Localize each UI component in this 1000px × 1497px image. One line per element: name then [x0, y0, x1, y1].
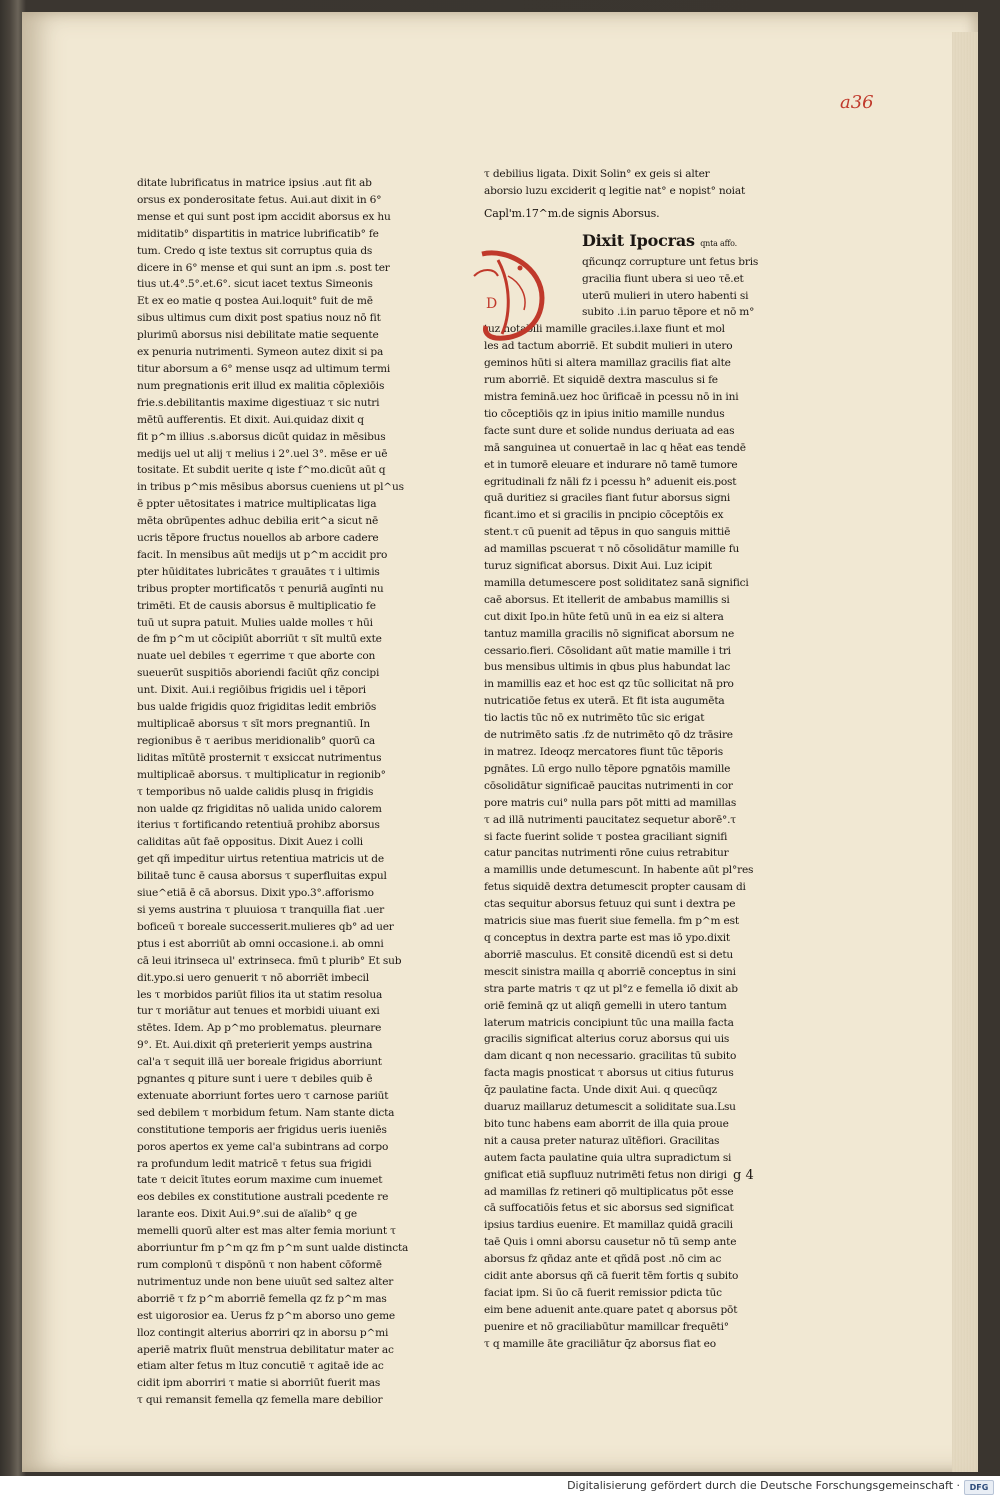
text-line: cā leui itrinseca ul' extrinseca. fmū t plurib° Et sub — [137, 954, 402, 967]
text-line: gracilia fiunt ubera si ueo τē.et — [582, 272, 744, 285]
text-line: q conceptus in dextra parte est mas iō ypo.dixit — [484, 931, 730, 944]
text-line: unt. Dixit. Aui.i regiōibus frigidis uel i tēpori — [137, 684, 366, 697]
text-line: τ ad illā nutrimenti paucitatez sequetur aborē°.τ — [484, 813, 736, 826]
text-line: pgnantes q piture sunt i uere τ debiles quib ē — [137, 1073, 373, 1086]
text-line: bito tunc habens eam aborrit de illa quia proue — [484, 1117, 729, 1130]
text-line: aperiē matrix fluūt menstrua debilitatur mater ac — [137, 1343, 394, 1356]
text-line: cōsolidātur significaē paucitas nutrimenti in cor — [484, 779, 733, 792]
text-line: sibus ultimus cum dixit post spatius nouz nō fit — [137, 312, 381, 325]
text-line: ficant.imo et si gracilis in pncipio cōceptōis ex — [484, 509, 724, 522]
page-edge-stack — [952, 32, 978, 1472]
text-line: subito .i.in paruo tēpore et nō m° — [582, 306, 755, 319]
folio-number: a36 — [840, 92, 874, 113]
text-line: ipsius tardius euenire. Et mamillaz quidā gracili — [484, 1219, 733, 1232]
text-line: plurimū aborsus nisi debilitate matie sequente — [137, 329, 379, 342]
text-line: iterius τ fortificando retentiuā prohibz aborsus — [137, 819, 380, 832]
text-line: geminos hūti si altera mamillaz gracilis fiat alte — [484, 357, 731, 370]
text-line: ē ppter uētositates i matrice multiplicatas liga — [137, 498, 377, 511]
text-line: pgnātes. Lū ergo nullo tēpore pgnatōis mamille — [484, 762, 731, 775]
text-line: uterū mulieri in utero habenti si — [582, 289, 749, 302]
text-line: trimēti. Et de causis aborsus ē multiplicatio fe — [137, 599, 376, 612]
text-line: a mamillis unde detumescunt. In habente aūt pl°res — [484, 864, 754, 877]
text-line: medijs uel ut alij τ melius i 2°.uel 3°. mēse er uē — [137, 447, 388, 460]
text-line: cā suffocatiōis fetus et sic aborsus sed significat — [484, 1202, 734, 1215]
text-line: regionibus ē τ aeribus meridionalib° quorū ca — [137, 734, 375, 747]
illuminated-initial-d — [468, 246, 552, 344]
text-line: matricis siue mas fuerit siue femella. fm p^m est — [484, 915, 739, 928]
text-line: num pregnationis erit illud ex malitia cōplexiōis — [137, 379, 385, 392]
text-line: ucris tēpore fructus nouellos ab arbore cadere — [137, 532, 379, 545]
text-line: bus ualde frigidis quoz frigiditas ledit embriōs — [137, 701, 377, 714]
text-line: τ q mamille āte graciliātur q̄z aborsus fiat eo — [484, 1337, 716, 1350]
text-line: get qñ impeditur uirtus retentiua matricis ut de — [137, 853, 384, 866]
footer-bar — [0, 1476, 1000, 1497]
text-line: de fm p^m ut cōcipiūt aborriūt τ sīt multū exte — [137, 633, 382, 646]
text-line: in matrez. Ideoqz mercatores fiunt tūc tēporis — [484, 746, 723, 758]
text-line: dicere in 6° mense et qui sunt an ipm .s. post ter — [137, 261, 390, 274]
text-line: ra profundum ledit matricē τ fetus sua frigidi — [137, 1157, 372, 1170]
text-line: mense et qui sunt post ipm accidit aborsus ex hu — [137, 210, 391, 223]
text-line: mescit sinistra mailla q aborriē conceptus in sini — [484, 965, 736, 978]
text-line: rum aborriē. Et siquidē dextra masculus si fe — [484, 374, 718, 387]
text-line: orsus ex ponderositate fetus. Aui.aut dixit in 6° — [137, 193, 382, 206]
text-line: eos debiles ex constitutione australi pcedente re — [137, 1191, 389, 1204]
text-line: bilitaē tunc ē causa aborsus τ superfluitas expul — [137, 870, 387, 883]
text-line: sed debilem τ morbidum fetum. Nam stante dicta — [137, 1106, 395, 1119]
text-line: facte sunt dure et solide nundus deriuata ad eas — [484, 424, 735, 437]
text-line: ditate lubrificatus in matrice ipsius .aut fit ab — [137, 177, 372, 189]
opener-text: Dixit Ipocras — [582, 230, 695, 250]
text-line: duaruz maillaruz detumescit a soliditate sua.Lsu — [484, 1101, 736, 1114]
text-line: τ temporibus nō ualde calidis plusq in frigidis — [137, 785, 374, 798]
text-line: sueuerūt suspitiōs aboriendi faciūt qñz concipi — [137, 667, 380, 680]
text-line: puenire et nō graciliabūtur mamillcar frequēti° — [484, 1320, 729, 1333]
text-line: titur aborsum a 6° mense usqz ad ultimum termi — [137, 362, 391, 375]
text-line: egritudinali fz nāli fz i pcessu h° aduenit eis.post — [484, 475, 737, 488]
text-line: 9°. Et. Aui.dixit qñ preterierit yemps austrina — [137, 1039, 373, 1052]
text-line: boficeū τ boreale successerit.mulieres qb° ad uer — [137, 920, 394, 933]
text-line: cal'a τ sequit illā uer boreale frigidus aborriunt — [137, 1056, 382, 1069]
text-line: aborriuntur fm p^m qz fm p^m sunt ualde distincta — [137, 1242, 409, 1255]
text-line: tuū ut supra patuit. Mulies ualde molles τ hūi — [137, 616, 373, 629]
text-line: aborriē τ fz p^m aborriē femella qz fz p^m mas — [137, 1292, 387, 1305]
text-line: aborsio luzu exciderit q legitie nat° e nopist° noiat — [484, 184, 746, 197]
text-line: mā sanguinea ut conuertaē in lac q hēat eas tendē — [484, 441, 746, 454]
text-line: ex penuria nutrimenti. Symeon autez dixit si pa — [137, 346, 384, 359]
text-line: pter hūiditates lubricātes τ grauātes τ i ultimis — [137, 565, 380, 578]
text-line: eim bene aduenit ante.quare patet q aborsus pōt — [484, 1303, 738, 1316]
text-line: cessario.fieri. Cōsolidant aūt matie mamille i tri — [484, 644, 731, 657]
text-line: faciat ipm. Si ūo cā fuerit remissior pdicta tūc — [484, 1287, 722, 1299]
text-line: stra parte matris τ qz ut pl°z e femella iō dixit ab — [484, 982, 738, 995]
text-line: tate τ deicit ītutes eorum maxime cum inuemet — [137, 1174, 383, 1187]
footer-credit: Digitalisierung gefördert durch die Deutsche Forschungsgemeinschaft · — [567, 1479, 960, 1492]
text-line: et in tumorē eleuare et indurare nō tamē tumore — [484, 458, 738, 471]
text-line: nit a causa preter naturaz uītēfiori. Gracilitas — [484, 1134, 720, 1147]
text-line: laterum matricis concipiunt tūc una mailla facta — [484, 1016, 734, 1029]
text-line: poros apertos ex yeme cal'a subintrans ad corpo — [137, 1140, 389, 1153]
text-line: multiplicaē aborsus. τ multiplicatur in regionib° — [137, 768, 386, 781]
text-line: aborsus fz qñdaz ante et qñdā post .nō cim ac — [484, 1253, 722, 1266]
text-line: si facte fuerint solide τ postea graciliant signifi — [484, 830, 728, 843]
text-line: non ualde qz frigiditas nō ualida unido calorem — [137, 802, 382, 815]
text-line: autem facta paulatine quia ultra supradictum si — [484, 1151, 732, 1164]
text-line: stent.τ cū puenit ad tēpus in quo sanguis mittiē — [484, 526, 731, 539]
text-line: cidit ante aborsus qñ cā fuerit tēm fortis q subito — [484, 1270, 739, 1283]
text-line: siue^etiā ē cā aborsus. Dixit ypo.3°.afforismo — [137, 887, 374, 900]
text-line: in mamillis eaz et hoc est qz tūc sollicitat nā pro — [484, 678, 734, 691]
text-line: gracilis significat alterius coruz aborsus qui uis — [484, 1033, 730, 1046]
text-line: Et ex eo matie q postea Aui.loquit° fuit de mē — [137, 295, 373, 308]
text-line: taē Quis i omni aborsu causetur nō tū semp ante — [484, 1236, 737, 1249]
text-line: etiam alter fetus m ltuz concutiē τ agitaē ide ac — [137, 1360, 384, 1373]
text-line: mamilla detumescere post soliditatez sanā significi — [484, 576, 749, 589]
text-line: constitutione temporis aer frigidus ueris iueniēs — [137, 1123, 387, 1136]
text-line: de nutrimēto satis .fz de nutrimēto qō dz trāsire — [484, 729, 733, 742]
text-line: cut dixit Ipo.in hūte fetū unū in ea eiz si altera — [484, 610, 724, 623]
text-line: q̄z paulatine facta. Unde dixit Aui. q quecūqz — [484, 1084, 718, 1097]
text-line: larante eos. Dixit Aui.9°.sui de aïalib° q ge — [137, 1208, 357, 1221]
signature-mark: g 4 — [733, 1168, 754, 1183]
text-line: turuz significat aborsus. Dixit Aui. Luz icipit — [484, 560, 712, 573]
text-line: fetus siquidē dextra detumescit propter causam di — [484, 881, 746, 894]
text-line: gnificat etiā supfluuz nutrimēti fetus non dirigi — [484, 1168, 727, 1181]
text-line: extenuate aborriunt fortes uero τ carnose pariūt — [137, 1089, 389, 1102]
text-line: bus mensibus ultimis in qbus plus habundat lac — [484, 661, 731, 674]
text-line: ad mamillas fz retineri qō multiplicatus pōt esse — [484, 1185, 734, 1198]
text-line: nutrimentuz unde non bene uiuūt sed saltez alter — [137, 1275, 394, 1288]
text-line: ptus i est aborriūt ab omni occasione.i. ab omni — [137, 937, 384, 950]
text-line: tius ut.4°.5°.et.6°. sicut iacet textus Simeonis — [137, 278, 373, 291]
text-line: si yems austrina τ pluuiosa τ tranquilla fiat .uer — [137, 903, 384, 916]
text-line: catur pancitas nutrimenti rōne cuius retrabitur — [484, 847, 729, 860]
text-line: tur τ moriātur aut tenues et morbidi uiuant exi — [137, 1005, 380, 1018]
text-line: mētū aufferentis. Et dixit. Aui.quidaz dixit q — [137, 413, 364, 426]
text-line: tositate. Et subdit uerite q iste f^mo.dicūt aūt q — [137, 464, 386, 477]
text-line: facta magis pnosticat τ aborsus ut citius futurus — [484, 1067, 734, 1080]
text-line: facit. In mensibus aūt medijs ut p^m accidit pro — [137, 548, 388, 561]
text-line: frie.s.debilitantis maxime digestiuaz τ sic nutri — [137, 396, 380, 409]
text-line: ad mamillas pscuerat τ nō cōsolidātur mamille fu — [484, 543, 740, 556]
initial-letter: D — [486, 296, 498, 312]
text-line: cidit ipm aborriri τ matie si aborriūt fuerit mas — [137, 1377, 381, 1390]
text-line: multiplicaē aborsus τ sīt mors pregnantiū. In — [137, 718, 370, 730]
text-line: stētes. Idem. Ap p^mo problematus. pleurnare — [137, 1022, 382, 1035]
text-line: τ qui remansit femella qz femella mare debilior — [137, 1394, 383, 1407]
text-line: les ad tactum aborriē. Et subdit mulieri in utero — [484, 340, 733, 353]
text-line: fit p^m illius .s.aborsus dicūt quidaz in mēsibus — [137, 430, 386, 443]
text-line: τ debilius ligata. Dixit Solin° ex geis si alter — [484, 168, 710, 180]
chapter-heading: Capl'm.17^m.de signis Aborsus. — [484, 206, 660, 220]
text-line: tribus propter mortificatōs τ penuriā augīnti nu — [137, 582, 384, 595]
text-line: liditas mītūtē prosternit τ exsiccat nutrimentus — [137, 751, 382, 764]
text-line: pore matris cui° nulla pars pōt mitti ad mamillas — [484, 796, 737, 809]
right-column-body — [484, 321, 760, 1352]
text-line: mēta obrūpentes adhuc debilia erit^a sicut nē — [137, 515, 379, 528]
text-line: aborriē masculus. Et consitē dicendū est si detu — [484, 948, 733, 961]
opener-note: qnta affo. — [700, 238, 737, 248]
dfg-logo: DFG — [964, 1480, 994, 1495]
text-line: mistra feminā.uez hoc ūrificaē in pcessu nō in ini — [484, 390, 739, 403]
left-text-column — [137, 175, 409, 1409]
text-line: caē aborsus. Et itellerit de ambabus mamillis si — [484, 593, 730, 606]
text-line: lloz contingit alterius aborriri qz in aborsu p^mi — [137, 1326, 389, 1339]
text-line: est uigorosior ea. Uerus fz p^m aborso uno geme — [137, 1309, 396, 1322]
text-line: memelli quorū alter est mas alter femia moriunt τ — [137, 1225, 396, 1238]
text-line: tuz notabili mamille graciles.i.laxe fiunt et mol — [484, 323, 725, 336]
text-line: qñcunqz corrupture unt fetus bris — [582, 255, 759, 268]
text-line: in tribus p^mis mēsibus aborsus cueniens ut pl^us — [137, 481, 404, 494]
text-line: miditatib° dispartitis in matrice lubrificatib° fe — [137, 227, 379, 240]
text-line: dit.ypo.si uero genuerit τ nō aborriēt imbecil — [137, 971, 369, 984]
text-line: tum. Credo q iste textus sit corruptus quia ds — [137, 244, 373, 257]
text-line: nuate uel debiles τ egerrime τ que aborte con — [137, 650, 376, 663]
text-line: tio lactis tūc nō ex nutrimēto tūc sic erigat — [484, 712, 705, 725]
text-line: ctas sequitur aborsus fetuuz qui sunt i dextra pe — [484, 898, 736, 911]
text-line: rum complonū τ dispōnū τ non habent cōformē — [137, 1259, 382, 1271]
text-line: tio cōceptiōis qz in ipius initio mamille nundus — [484, 407, 725, 420]
text-line: caliditas aūt faē oppositus. Dixit Auez i colli — [137, 836, 363, 849]
text-line: tantuz mamilla gracilis nō significat aborsum ne — [484, 627, 735, 640]
text-line: oriē feminā qz ut aliqñ gemelli in utero tantum — [484, 999, 727, 1012]
text-line: nutricatiōe fetus ex uterā. Et fit ista augumēta — [484, 695, 725, 708]
text-line: dam dicant q non necessario. gracilitas tū subito — [484, 1050, 737, 1063]
text-line: les τ morbidos pariūt filios ita ut statim resolua — [137, 988, 383, 1001]
text-line: quā duritiez si graciles fiant futur aborsus signi — [484, 492, 731, 505]
